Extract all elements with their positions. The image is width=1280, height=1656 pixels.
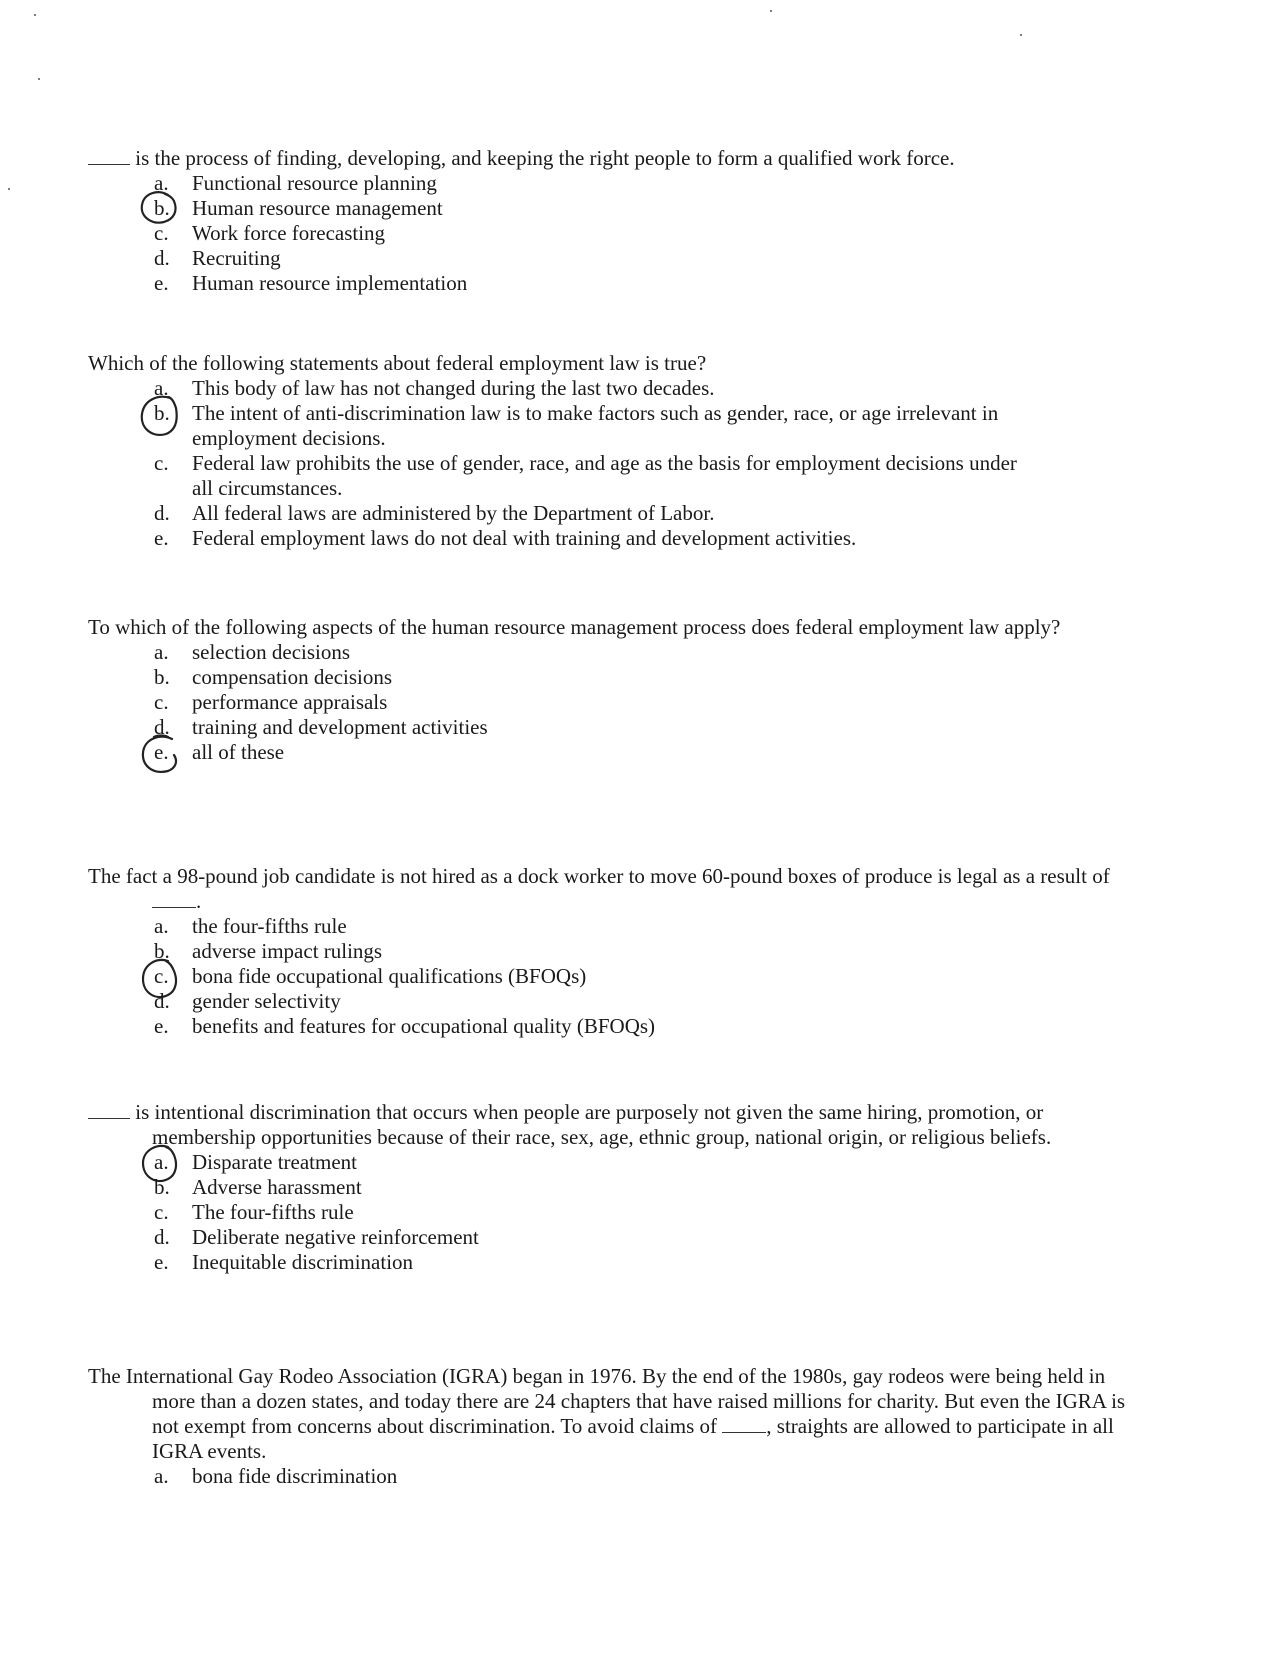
option <box>88 501 1148 526</box>
option-text: training and development activities <box>192 715 488 739</box>
option-letter: b. <box>154 1175 170 1199</box>
option-text: all of these <box>192 740 285 764</box>
option-letter: a. <box>154 1150 169 1174</box>
option-letter: a. <box>154 1464 169 1488</box>
option-letter: b. <box>154 939 170 963</box>
option-text: benefits and features for occupational quality (BFOQs) <box>192 1014 656 1038</box>
option-letter: b. <box>154 401 170 425</box>
option-letter: e. <box>154 1250 169 1274</box>
option-text: compensation decisions <box>192 665 393 689</box>
answer-blank <box>722 1415 766 1433</box>
option-letter: e. <box>154 1014 169 1038</box>
question-text-end: . <box>196 889 202 913</box>
option-letter: e. <box>154 740 169 764</box>
option-letter: c. <box>154 1200 169 1224</box>
option <box>88 246 1148 271</box>
question-stem <box>88 864 1148 914</box>
option <box>88 271 1148 296</box>
option-text: bona fide discrimination <box>192 1464 398 1488</box>
option <box>88 1464 1148 1489</box>
option-letter: a. <box>154 376 169 400</box>
option-letter: c. <box>154 964 169 988</box>
answer-blank <box>88 147 130 165</box>
option-letter: d. <box>154 1225 170 1249</box>
scan-speck <box>8 188 10 190</box>
option-letter: e. <box>154 526 169 550</box>
option-circled <box>88 1150 1148 1175</box>
option-text: Functional resource planning <box>192 171 437 195</box>
option-text: The four-fifths rule <box>192 1200 354 1224</box>
answer-blank <box>88 1101 130 1119</box>
option <box>88 526 1148 551</box>
option-text: adverse impact rulings <box>192 939 383 963</box>
option <box>88 640 1148 665</box>
option-letter: b. <box>154 196 170 220</box>
question-stem: To which of the following aspects of the human resource management process does federal employment law apply? <box>88 615 1061 639</box>
scan-speck <box>1020 34 1022 36</box>
question-5 <box>88 1100 1148 1275</box>
option-list <box>88 1464 1148 1489</box>
option-text: Disparate treatment <box>192 1150 358 1174</box>
option-text: The intent of anti-discrimination law is to make factors such as gender, race, or age irrelevant in employment decisions. <box>192 401 999 450</box>
question-text: is intentional discrimination that occurs when people are purposely not given the same hiring, promotion, or membership opportunities because of their race, sex, age, ethnic group, national origin, or religious beliefs. <box>135 1100 1052 1149</box>
option-circled <box>88 740 1148 765</box>
option-letter: a. <box>154 171 169 195</box>
option-text: Inequitable discrimination <box>192 1250 414 1274</box>
question-text: is the process of finding, developing, and keeping the right people to form a qualified work force. <box>135 146 955 170</box>
question-3 <box>88 615 1148 765</box>
option-letter: b. <box>154 665 170 689</box>
option-list <box>88 171 1148 296</box>
option <box>88 665 1148 690</box>
option <box>88 376 1148 401</box>
option-text: performance appraisals <box>192 690 388 714</box>
option <box>88 1225 1148 1250</box>
question-1 <box>88 146 1148 296</box>
option <box>88 690 1148 715</box>
option-letter: a. <box>154 640 169 664</box>
option <box>88 451 1032 501</box>
question-4 <box>88 864 1148 1039</box>
option <box>88 715 1148 740</box>
option-text: bona fide occupational qualifications (BFOQs) <box>192 964 587 988</box>
option-circled <box>88 196 1148 221</box>
option <box>88 989 1148 1014</box>
option <box>88 1175 1148 1200</box>
option-letter: d. <box>154 715 170 739</box>
option-text: Federal employment laws do not deal with training and development activities. <box>192 526 857 550</box>
option-letter: c. <box>154 221 169 245</box>
scan-speck <box>38 78 40 80</box>
option-letter: c. <box>154 690 169 714</box>
question-stem <box>88 1100 1148 1150</box>
option-circled <box>88 964 1148 989</box>
option-text: Work force forecasting <box>192 221 386 245</box>
question-text: The International Gay Rodeo Association (IGRA) began in 1976. By the end of the 1980s, gay rodeos were being held in more than a dozen states, and today there are 24 chapters that have raised millions for charity. But even the IGRA is not exempt from concerns about discrimination. To avoid claims of <box>88 1364 1126 1438</box>
option <box>88 221 1148 246</box>
option-letter: e. <box>154 271 169 295</box>
question-stem <box>88 146 1148 171</box>
option-list <box>88 640 1148 765</box>
option-text: Federal law prohibits the use of gender, race, and age as the basis for employment decisions under all circumstances. <box>192 451 1017 500</box>
question-text-end: , straights are allowed to participate in all IGRA events. <box>152 1414 1114 1463</box>
option-letter: d. <box>154 501 170 525</box>
option <box>88 914 1148 939</box>
option-text: Human resource implementation <box>192 271 468 295</box>
question-stem: Which of the following statements about federal employment law is true? <box>88 351 707 375</box>
option-letter: d. <box>154 246 170 270</box>
question-text: The fact a 98-pound job candidate is not hired as a dock worker to move 60-pound boxes of produce is legal as a result of <box>88 864 1110 888</box>
option-letter: c. <box>154 451 169 475</box>
option <box>88 1250 1148 1275</box>
question-6 <box>88 1364 1148 1489</box>
option-text: Human resource management <box>192 196 443 220</box>
option <box>88 939 1148 964</box>
option <box>88 171 1148 196</box>
option-text: Deliberate negative reinforcement <box>192 1225 479 1249</box>
option-text: Recruiting <box>192 246 281 270</box>
option-text: gender selectivity <box>192 989 341 1013</box>
option-text: the four-fifths rule <box>192 914 347 938</box>
option-text: This body of law has not changed during the last two decades. <box>192 376 715 400</box>
option <box>88 1014 1148 1039</box>
question-stem <box>88 1364 1148 1464</box>
scan-speck <box>770 10 772 12</box>
option-letter: a. <box>154 914 169 938</box>
option-circled <box>88 401 1032 451</box>
question-2 <box>88 351 1148 551</box>
option-letter: d. <box>154 989 170 1013</box>
option-text: selection decisions <box>192 640 351 664</box>
option-text: Adverse harassment <box>192 1175 362 1199</box>
option-list <box>88 376 1148 551</box>
option-list <box>88 914 1148 1039</box>
option <box>88 1200 1148 1225</box>
answer-blank <box>152 890 196 908</box>
option-text: All federal laws are administered by the Department of Labor. <box>192 501 715 525</box>
option-list <box>88 1150 1148 1275</box>
scan-speck <box>34 14 36 16</box>
